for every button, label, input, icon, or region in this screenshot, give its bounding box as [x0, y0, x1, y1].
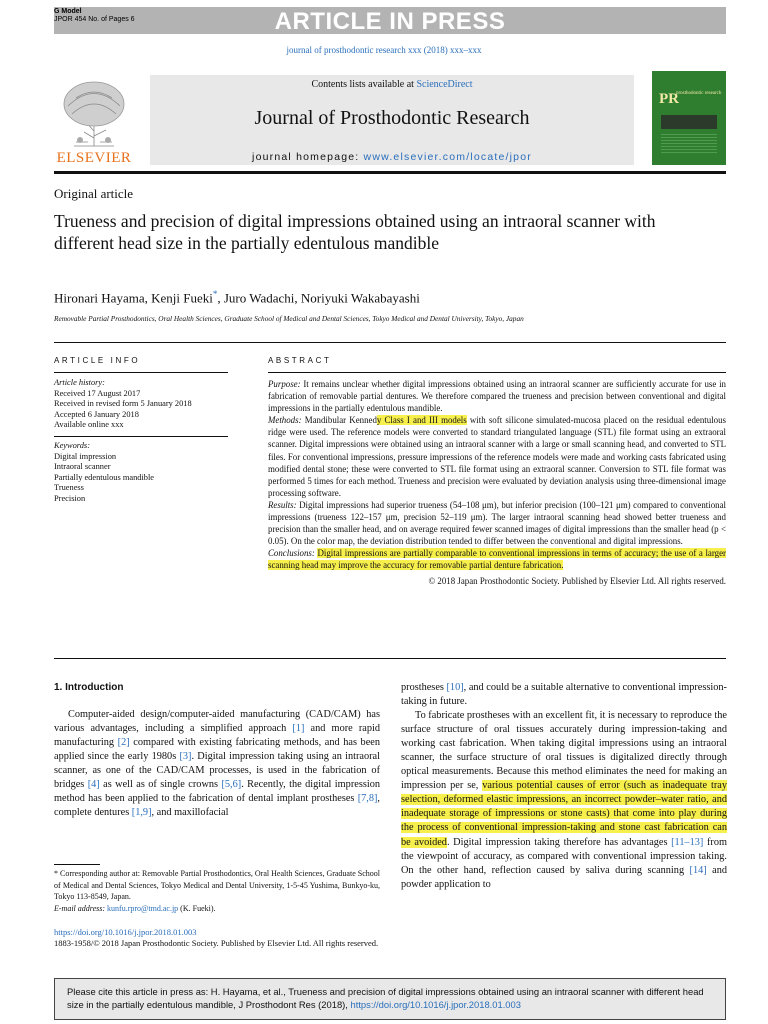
- history-label: Article history:: [54, 378, 105, 387]
- reference-link[interactable]: [7,8]: [357, 793, 378, 805]
- abstract-conclusions: [268, 547, 726, 571]
- results-text: Digital impressions had superior trueness (54–108 μm), but inferior precision (100–121 μm) compared to conventional impressions (trueness 122–157 μm, precision 52–119 μm). The larger intraoral scanning head showed better trueness and precision than the smaller head, and on average required fewer scanned images of digital impressions than the smaller head (p < 0.05). On the color map, the deviation distribution tended to differ between the conventional and digital impressions.: [268, 499, 726, 547]
- footnote: [54, 868, 380, 914]
- history-online: Available online xxx: [54, 420, 124, 430]
- text-run: and more rapid manufacturing: [54, 723, 381, 749]
- doi-block: [54, 927, 378, 949]
- history-received: Received 17 August 2017: [54, 388, 141, 398]
- text-run: . Digital impression taking therefore has advantages: [446, 836, 672, 848]
- keyword: Digital impression: [54, 451, 117, 461]
- authors-first: Hironari Hayama, Kenji Fueki: [54, 290, 213, 306]
- methods-highlight: y Class I and III models: [376, 415, 467, 426]
- body-column-left: [54, 681, 380, 820]
- keyword: Trueness: [54, 483, 84, 493]
- journal-cover-thumbnail[interactable]: [652, 71, 726, 165]
- keywords-label: Keywords:: [54, 440, 90, 450]
- text-run: , and could be a suitable alternative to conventional impression-taking in future.: [401, 682, 727, 708]
- text-run: . Recently, the digital impression method has been applied to the fabrication of dental implant prostheses: [54, 779, 380, 805]
- text-run: and powder application to: [401, 864, 727, 890]
- footnote-corresponding-author: * Corresponding author at: Removable Partial Prosthodontics, Oral Health Sciences, Graduate School of Medical and Dental Sciences, Tokyo Medical and Dental University, 1-5-45 Yushima, Bunkyo-ku, Tokyo 113-8549, Japan.: [54, 869, 380, 902]
- email-suffix: (K. Fueki).: [178, 903, 216, 913]
- conclusions-label: Conclusions:: [268, 548, 315, 559]
- keyword: Partially edentulous mandible: [54, 472, 155, 482]
- banner-title: ARTICLE IN PRESS: [274, 8, 506, 35]
- body-column-right: [401, 681, 727, 892]
- text-run: . Digital impression taking using an intraoral scanner, as one of the CAD/CAM processes, is used in the fabrication of bridges: [54, 751, 380, 791]
- methods-text-a: Mandibular Kenned: [301, 415, 377, 426]
- doi-link[interactable]: https://doi.org/10.1016/j.jpor.2018.01.003: [54, 927, 197, 937]
- text-run: , and maxillofacial: [151, 807, 229, 819]
- cover-logo: PR: [659, 91, 679, 107]
- journal-citation-line[interactable]: journal of prosthodontic research xxx (2018) xxx–xxx: [286, 45, 482, 55]
- abstract: [268, 378, 726, 587]
- cite-text: Please cite this article in press as: H. Hayama, et al., Trueness and precision of digital impressions obtained using an intraoral scanner with different head size in the partially edentulous mandible, J Prosthodont Res (2018),: [67, 986, 704, 1010]
- contents-prefix: Contents lists available at: [311, 79, 417, 90]
- reference-link[interactable]: [1,9]: [131, 807, 152, 819]
- reference-link[interactable]: [5,6]: [221, 779, 242, 791]
- article-info-rule: [54, 372, 228, 373]
- text-run: from the viewpoint of accuracy, as compared with conventional impression taking. On the other hand, reflection caused by saliva during scanning: [401, 836, 727, 876]
- reference-link[interactable]: [2]: [117, 737, 130, 749]
- purpose-label: Purpose:: [268, 379, 301, 389]
- contents-available-line: [150, 79, 634, 90]
- cover-text-lines: [661, 134, 717, 154]
- reference-link[interactable]: [1]: [292, 723, 305, 735]
- section-heading: 1. Introduction: [54, 682, 124, 693]
- article-title: Trueness and precision of digital impressions obtained using an intraoral scanner with different head size in the partially edentulous mandible: [54, 211, 656, 253]
- corresponding-author-mark[interactable]: *: [212, 289, 218, 299]
- body-paragraph: [401, 681, 727, 709]
- affiliation: Removable Partial Prosthodontics, Oral Health Sciences, Graduate School of Medical and Dental Sciences, Tokyo Medical and Dental University, Tokyo, Japan: [54, 314, 524, 323]
- email-label: E-mail address:: [54, 903, 108, 913]
- cite-this-article-box: [54, 978, 726, 1020]
- journal-title: Journal of Prosthodontic Research: [254, 107, 530, 129]
- email-link[interactable]: kunfu.rpro@tmd.ac.jp: [107, 903, 179, 913]
- elsevier-wordmark: ELSEVIER: [56, 150, 132, 166]
- history-accepted: Accepted 6 January 2018: [54, 409, 139, 419]
- methods-label: Methods:: [268, 415, 302, 426]
- cover-subtitle: prosthodontic research: [676, 91, 722, 96]
- body-paragraph: [401, 709, 727, 892]
- keyword: Intraoral scanner: [54, 462, 111, 472]
- homepage-prefix: journal homepage:: [252, 151, 364, 163]
- sciencedirect-link[interactable]: ScienceDirect: [416, 79, 473, 90]
- reference-link[interactable]: [10]: [446, 682, 464, 693]
- body-rule: [54, 658, 726, 659]
- article-info: [54, 378, 228, 505]
- section-rule: [54, 342, 726, 343]
- abstract-rule: [268, 372, 726, 373]
- homepage-link[interactable]: www.elsevier.com/locate/jpor: [363, 151, 532, 163]
- text-run: Computer-aided design/computer-aided manufacturing (CAD/CAM) has various advantages, including a simplified approach: [54, 709, 380, 735]
- authors-rest: , Juro Wadachi, Noriyuki Wakabayashi: [217, 290, 420, 306]
- methods-text-b: with soft silicone simulated-mucosa placed on the residual edentulous ridge were used. The reference models were converted to standard triangulated language (STL) file format using an extraoral scanner. Digital impressions were obtained using an intraoral scanner with a large or small scanning head, and converted to STL files. For conventional impressions, pressure impressions of the reference models were made and working casts fabricated using modified dental stone; these were converted to STL file format using an extraoral scanner. Conversion to STL file format was performed 5 times for each method. Trueness and precision were evaluated by deviation analysis using three-dimensional image processing software.: [268, 415, 726, 498]
- banner-model: G Model: [54, 8, 82, 15]
- reference-link[interactable]: [11–13]: [671, 836, 704, 848]
- article-in-press-banner: [54, 7, 726, 34]
- footnote-email-line: [54, 903, 380, 915]
- conclusions-highlight: Digital impressions are partially comparable to conventional impressions in terms of accuracy; the use of a larger scanning head may improve the accuracy for removable partial denture fabrication.: [268, 548, 726, 571]
- journal-homepage-line: [150, 151, 634, 163]
- body-paragraph: [54, 708, 380, 820]
- abstract-copyright: © 2018 Japan Prosthodontic Society. Published by Elsevier Ltd. All rights reserved.: [428, 575, 726, 586]
- abstract-results: [268, 499, 726, 547]
- text-run: as well as of single crowns: [99, 779, 222, 791]
- highlighted-text: various potential causes of error (such as inadequate tray selection, deformed elastic impressions, an incorrect powder–water ratio, and inadequate storage of impressions or stone casts) that come into play during the process of conventional impression-taking and stone cast fabrication can be avoided: [401, 780, 727, 848]
- abstract-purpose: [268, 378, 726, 414]
- cite-doi-link[interactable]: https://doi.org/10.1016/j.jpor.2018.01.003: [350, 999, 521, 1010]
- abstract-heading: ABSTRACT: [268, 356, 332, 365]
- cover-image: [661, 115, 717, 129]
- article-type: Original article: [54, 186, 134, 201]
- text-run: , complete dentures: [54, 793, 380, 819]
- reference-link[interactable]: [4]: [87, 779, 100, 791]
- reference-link[interactable]: [14]: [689, 864, 707, 876]
- text-run: prostheses: [401, 682, 447, 693]
- abstract-methods: [268, 414, 726, 499]
- keywords-rule: [54, 436, 228, 437]
- author-list: [54, 289, 420, 306]
- text-run: compared with existing fabricating methods, and has been applied since the early 1980s: [54, 737, 380, 763]
- purpose-text: It remains unclear whether digital impressions obtained using an intraoral scanner are sufficiently accurate for use in fabrication of removable partial dentures. We therefore compared the trueness and precision between conventional and digital impressions in the partially edentulous mandible.: [268, 379, 726, 414]
- issn-line: 1883-1958/© 2018 Japan Prosthodontic Society. Published by Elsevier Ltd. All rights reserved.: [54, 938, 379, 948]
- keyword: Precision: [54, 493, 86, 503]
- article-info-heading: ARTICLE INFO: [54, 356, 141, 365]
- results-label: Results:: [268, 499, 297, 510]
- text-run: To fabricate prostheses with an excellent fit, it is necessary to reproduce the surface structure of oral tissues accurately during impression-taking and working cast fabrication. When taking digital impressions using an intraoral scanner, the surface structure of oral tissues is digitalized directly through optical measurements. Because this method eliminates the need for making an impression per se,: [401, 710, 727, 792]
- reference-link[interactable]: [3]: [179, 751, 192, 763]
- banner-code: JPOR 454 No. of Pages 6: [54, 16, 135, 23]
- header-rule: [54, 171, 726, 174]
- history-revised: Received in revised form 5 January 2018: [54, 399, 192, 409]
- footnote-rule: [54, 864, 100, 865]
